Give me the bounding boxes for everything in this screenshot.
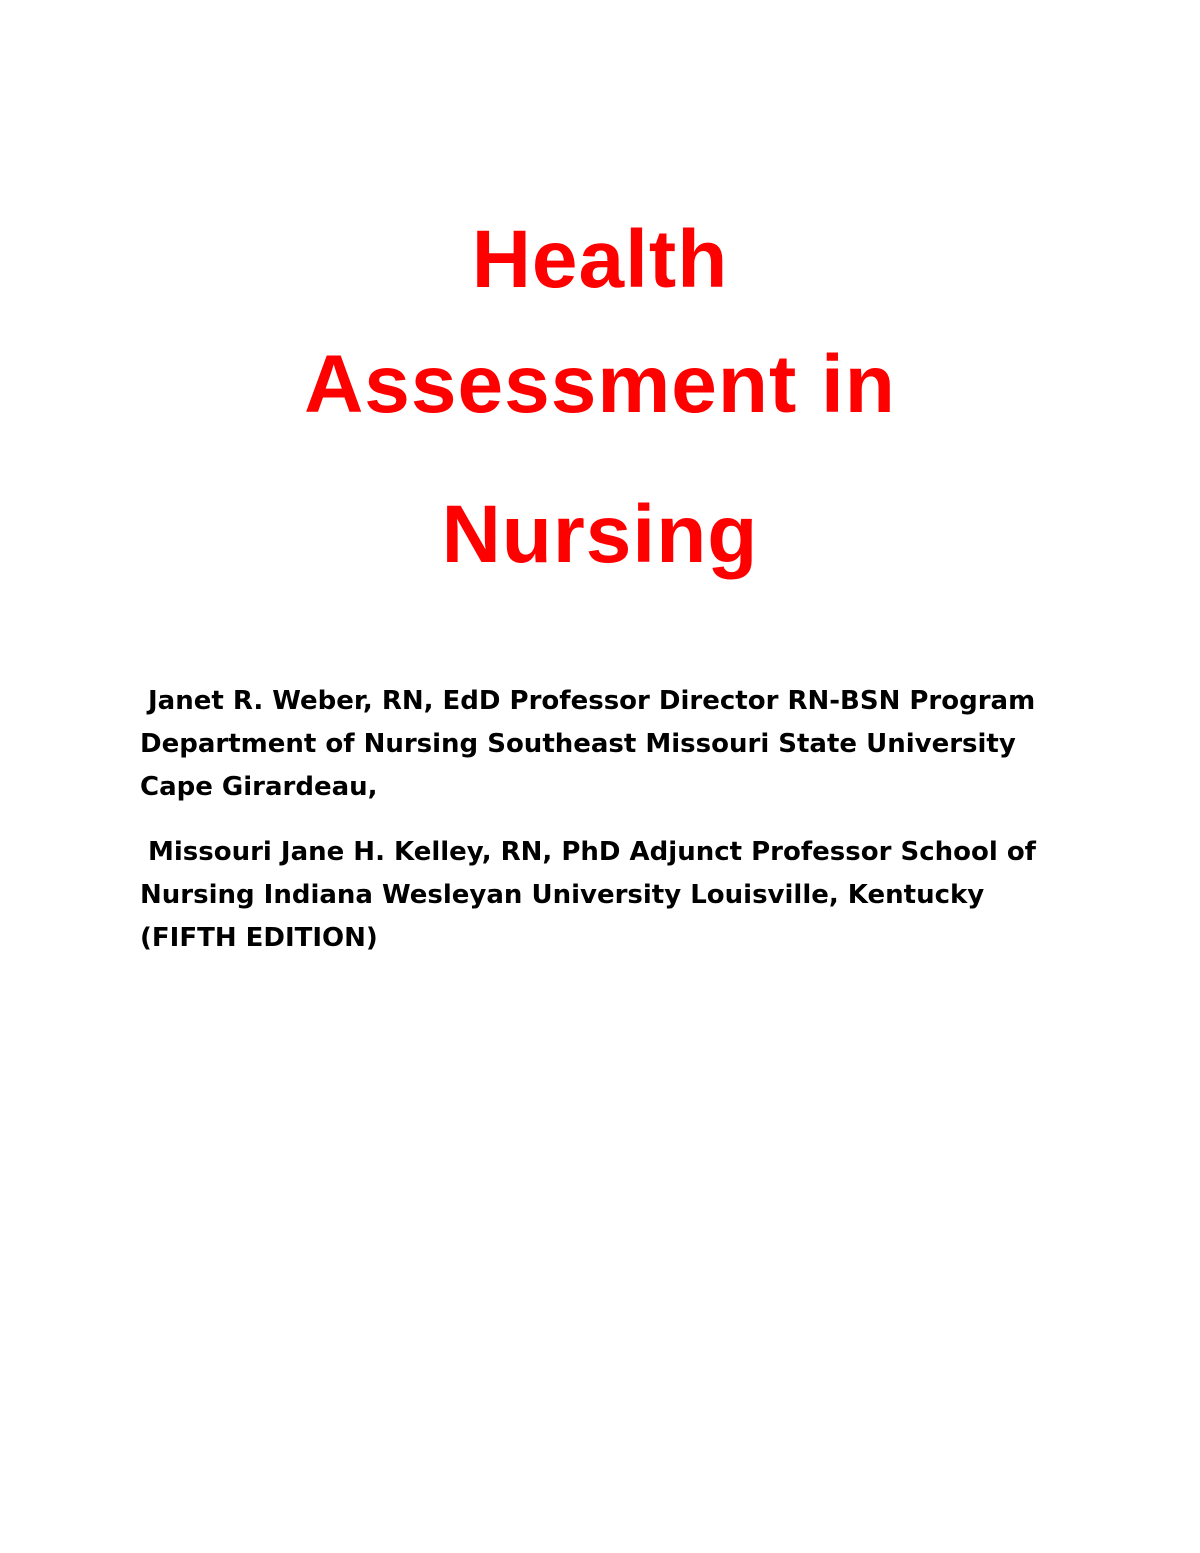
author-credits <box>140 680 1070 960</box>
title-line: Health <box>471 214 729 305</box>
author-paragraph-kelley <box>140 831 1070 960</box>
text-line: Cape Girardeau, <box>140 772 378 802</box>
text-line: Department of Nursing Southeast Missouri State University <box>140 729 1016 759</box>
title-line: Assessment in <box>304 339 896 430</box>
book-title <box>0 210 1200 610</box>
text-line: Janet R. Weber, RN, EdD Professor Director RN-BSN Program <box>148 686 1036 716</box>
edition-label: (FIFTH EDITION) <box>140 923 378 953</box>
author-paragraph-weber <box>140 680 1070 809</box>
text-line: Missouri Jane H. Kelley, RN, PhD Adjunct Professor School of <box>148 837 1036 867</box>
text-line: Nursing Indiana Wesleyan University Louisville, Kentucky <box>140 880 985 910</box>
title-line: Nursing <box>441 489 759 580</box>
